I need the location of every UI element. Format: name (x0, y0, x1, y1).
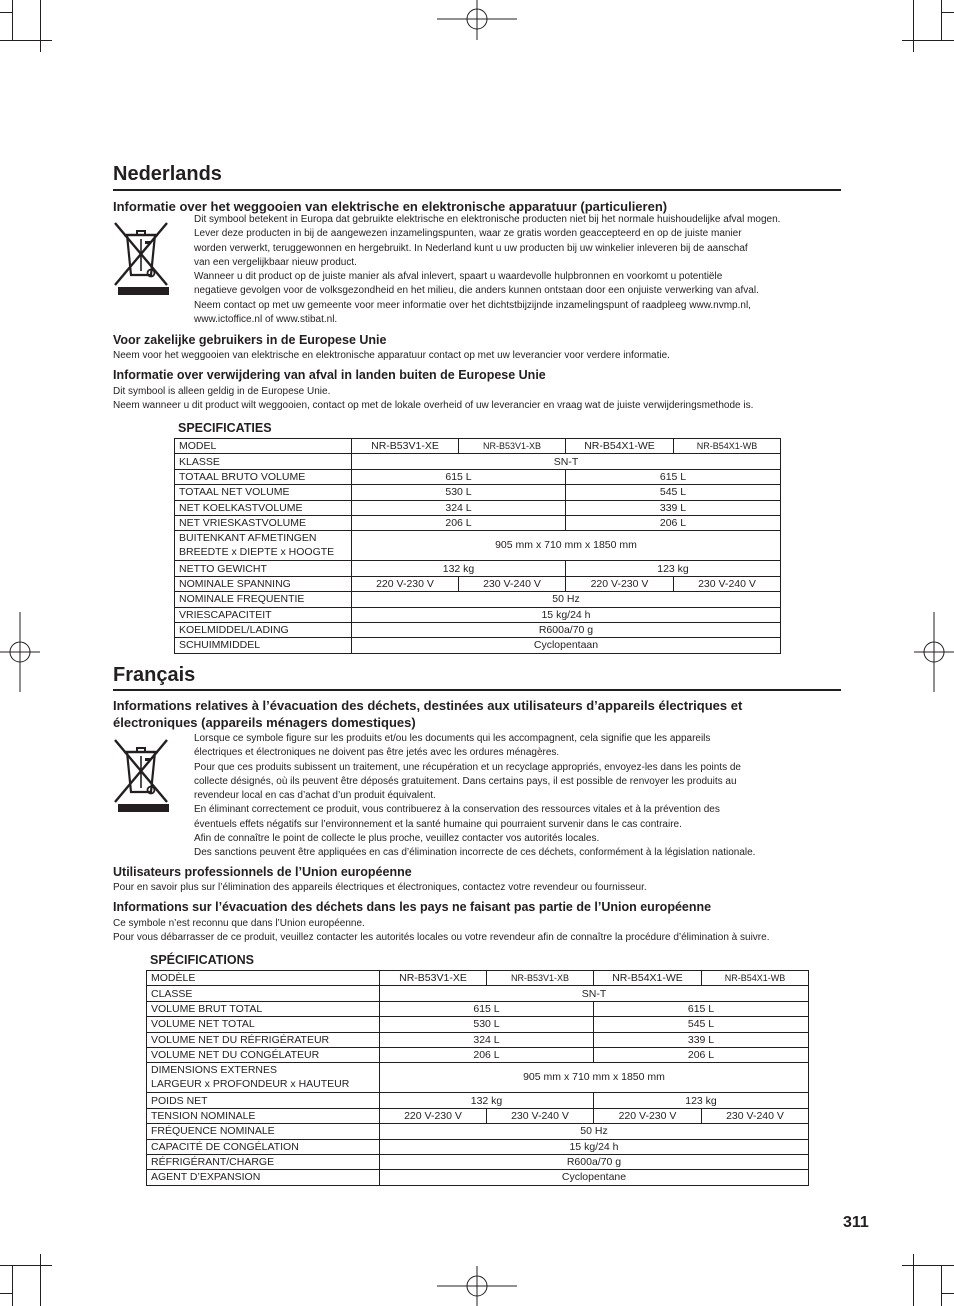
value-cell: 50 Hz (352, 592, 781, 607)
table-row (175, 500, 781, 515)
weee-private-text (194, 213, 844, 327)
section-title-fr: Français (113, 664, 196, 686)
table-row (147, 1139, 809, 1154)
table-row (175, 531, 781, 561)
paragraph-line: Dit symbool betekent in Europa dat gebruikte elektrische en elektronische producten niet bij het normale huishoudelijke afval mogen. (194, 214, 781, 225)
value-cell: 339 L (594, 1032, 809, 1047)
table-row (175, 607, 781, 622)
value-cell: 15 kg/24 h (380, 1139, 809, 1154)
heading-outside-eu: Informatie over verwijdering van afval in landen buiten de Europese Unie (113, 368, 546, 382)
table-row (147, 1063, 809, 1093)
value-cell: 206 L (594, 1047, 809, 1062)
value-cell: R600a/70 g (380, 1154, 809, 1169)
row-label: VOLUME NET DU RÉFRIGÉRATEUR (147, 1032, 380, 1047)
row-label: TOTAAL BRUTO VOLUME (175, 469, 352, 484)
table-row (175, 515, 781, 530)
value-cell: 230 V-240 V (674, 576, 781, 591)
value-cell: 206 L (352, 515, 566, 530)
paragraph-line: Pour vous débarrasser de ce produit, veuillez contacter les autorités locales ou votre revendeur afin de connaître la procédure d’élimination à suivre. (113, 932, 770, 943)
row-label: TENSION NOMINALE (147, 1108, 380, 1123)
value-cell: 15 kg/24 h (352, 607, 781, 622)
business-users-text (113, 881, 647, 895)
table-row (175, 469, 781, 484)
row-label: VRIESCAPACITEIT (175, 607, 352, 622)
paragraph-line: Neem voor het weggooien van elektrische en elektronische apparatuur contact op met uw leverancier voor verdere informatie. (113, 350, 670, 361)
registration-mark-top (437, 0, 517, 40)
table-row (147, 1108, 809, 1123)
row-label: KOELMIDDEL/LADING (175, 622, 352, 637)
business-users-text (113, 349, 670, 363)
row-label: FRÉQUENCE NOMINALE (147, 1124, 380, 1139)
value-cell: SN-T (352, 454, 781, 469)
value-cell: Cyclopentaan (352, 638, 781, 653)
paragraph-line: Lever deze producten in bij de aangewezen inzamelingspunten, waar ze gratis worden geaccepteerd en op de juiste manier (194, 228, 742, 240)
outside-eu-text (113, 917, 769, 945)
row-label: MODEL (175, 439, 352, 454)
row-label: RÉFRIGÉRANT/CHARGE (147, 1154, 380, 1169)
value-cell: 123 kg (594, 1093, 809, 1108)
registration-mark-bottom (437, 1266, 517, 1306)
heading-business-users: Voor zakelijke gebruikers in de Europese Unie (113, 333, 387, 347)
model-cell: NR-B54X1-WB (674, 439, 781, 454)
table-row (147, 1047, 809, 1062)
paragraph-line: Des sanctions peuvent être appliquées en cas d’élimination incorrecte de ces déchets, conformément à la législation nationale. (194, 847, 756, 859)
weee-private-text (194, 732, 844, 861)
paragraph-line: revendeur local en cas d’achat d’un produit équivalent. (194, 790, 436, 802)
model-cell: NR-B53V1-XE (380, 971, 487, 986)
table-row (147, 1032, 809, 1047)
paragraph-line: Neem contact op met uw gemeente voor meer informatie over het dichtstbijzijnde inzamelingspunt of raadpleeg www.nvmp.nl, (194, 299, 751, 311)
table-row (147, 1154, 809, 1169)
row-label: VOLUME BRUT TOTAL (147, 1001, 380, 1016)
spec-heading: SPÉCIFICATIONS (150, 953, 254, 967)
model-cell: NR-B54X1-WB (702, 971, 809, 986)
table-row (175, 592, 781, 607)
table-row (175, 561, 781, 576)
table-row (147, 986, 809, 1001)
row-label: CLASSE (147, 986, 380, 1001)
table-row (175, 454, 781, 469)
value-cell: 230 V-240 V (487, 1108, 594, 1123)
table-row (175, 485, 781, 500)
table-row (175, 439, 781, 454)
value-cell: 905 mm x 710 mm x 1850 mm (352, 531, 781, 561)
value-cell: 220 V-230 V (380, 1108, 487, 1123)
paragraph-line: Afin de connaître le point de collecte le plus proche, veuillez contacter vos autorités locales. (194, 833, 600, 845)
row-label: TOTAAL NET VOLUME (175, 485, 352, 500)
paragraph-line: Wanneer u dit product op de juiste manier als afval inlevert, spaart u waardevolle hulpbronnen en voorkomt u potentiële (194, 271, 723, 283)
value-cell: 230 V-240 V (702, 1108, 809, 1123)
value-cell: 230 V-240 V (459, 576, 566, 591)
table-row (175, 638, 781, 653)
paragraph-line: Ce symbole n’est reconnu que dans l’Union européenne. (113, 918, 365, 929)
value-cell: 530 L (380, 1017, 594, 1032)
model-cell: NR-B53V1-XE (352, 439, 459, 454)
outside-eu-text (113, 385, 753, 413)
table-row (147, 1170, 809, 1185)
row-label: BUITENKANT AFMETINGEN BREEDTE x DIEPTE x HOOGTE (175, 531, 352, 561)
model-cell: NR-B54X1-WE (594, 971, 702, 986)
page-number: 311 (843, 1214, 869, 1231)
model-cell: NR-B53V1-XB (459, 439, 566, 454)
row-label: NOMINALE FREQUENTIE (175, 592, 352, 607)
value-cell: 615 L (594, 1001, 809, 1016)
value-cell: 50 Hz (380, 1124, 809, 1139)
table-row (147, 1093, 809, 1108)
paragraph-line: Neem wanneer u dit product wilt weggooien, contact op met de lokale overheid of uw leverancier en vraag wat de juiste verwijderingsmethode is. (113, 400, 754, 411)
value-cell: 545 L (566, 485, 781, 500)
value-cell: 220 V-230 V (566, 576, 674, 591)
row-label: NET VRIESKASTVOLUME (175, 515, 352, 530)
value-cell: 132 kg (380, 1093, 594, 1108)
crossed-out-bin-icon (111, 219, 171, 295)
paragraph-line: worden verwerkt, teruggewonnen en hergebruikt. In Nederland kunt u uw producten bij uw winkelier inleveren bij de aanschaf (194, 242, 748, 254)
row-label: POIDS NET (147, 1093, 380, 1108)
value-cell: SN-T (380, 986, 809, 1001)
table-row (147, 971, 809, 986)
paragraph-line: éventuels effets négatifs sur l’environnement et la santé humaine qui pourraient survenir dans le cas contraire. (194, 818, 682, 830)
row-label: NOMINALE SPANNING (175, 576, 352, 591)
value-cell: 339 L (566, 500, 781, 515)
paragraph-line: Pour en savoir plus sur l’élimination des appareils électriques et électroniques, contactez votre revendeur ou fournisseur. (113, 882, 647, 893)
heading-outside-eu: Informations sur l’évacuation des déchets dans les pays ne faisant pas partie de l’Union européenne (113, 900, 712, 914)
paragraph-line: van een vergelijkbaar nieuw product. (194, 256, 357, 268)
value-cell: 530 L (352, 485, 566, 500)
value-cell: Cyclopentane (380, 1170, 809, 1185)
row-label: NET KOELKASTVOLUME (175, 500, 352, 515)
section-divider (113, 689, 841, 691)
section-title-nl: Nederlands (113, 163, 222, 185)
value-cell: 615 L (380, 1001, 594, 1016)
value-cell: 324 L (380, 1032, 594, 1047)
paragraph-line: Lorsque ce symbole figure sur les produits et/ou les documents qui les accompagnent, cela signifie que les appareils (194, 733, 711, 744)
value-cell: 206 L (380, 1047, 594, 1062)
paragraph-line: www.ictoffice.nl of www.stibat.nl. (194, 314, 338, 326)
table-row (175, 576, 781, 591)
row-label: AGENT D’EXPANSION (147, 1170, 380, 1185)
row-label: SCHUIMMIDDEL (175, 638, 352, 653)
value-cell: 545 L (594, 1017, 809, 1032)
row-label: VOLUME NET DU CONGÉLATEUR (147, 1047, 380, 1062)
row-label: CAPACITÉ DE CONGÉLATION (147, 1139, 380, 1154)
value-cell: R600a/70 g (352, 622, 781, 637)
paragraph-line: Dit symbool is alleen geldig in de Europese Unie. (113, 386, 331, 397)
registration-mark-right (914, 612, 954, 692)
heading-business-users: Utilisateurs professionnels de l’Union européenne (113, 865, 412, 879)
paragraph-line: Pour que ces produits subissent un traitement, une récupération et un recyclage appropriés, envoyez-les dans les points de (194, 761, 741, 773)
value-cell: 220 V-230 V (352, 576, 459, 591)
value-cell: 615 L (352, 469, 566, 484)
model-cell: NR-B53V1-XB (487, 971, 594, 986)
spec-heading: SPECIFICATIES (178, 421, 272, 435)
value-cell: 905 mm x 710 mm x 1850 mm (380, 1063, 809, 1093)
paragraph-line: negatieve gevolgen voor de volksgezondheid en het milieu, die anders kunnen ontstaan door een onjuiste verwerking van afval. (194, 285, 759, 297)
heading-weee-private: Informations relatives à l’évacuation des déchets, destinées aux utilisateurs d’appareils électriques et électroniques (appareils ménagers domestiques) (113, 698, 743, 730)
row-label: KLASSE (175, 454, 352, 469)
model-cell: NR-B54X1-WE (566, 439, 674, 454)
row-label: VOLUME NET TOTAL (147, 1017, 380, 1032)
row-label: MODÈLE (147, 971, 380, 986)
paragraph-line: collecte désignés, où ils peuvent être déposés gratuitement. Dans certains pays, il est possible de renvoyer les produits au (194, 775, 737, 787)
row-label: NETTO GEWICHT (175, 561, 352, 576)
paragraph-line: En éliminant correctement ce produit, vous contribuerez à la conservation des ressources vitales et à la prévention des (194, 804, 720, 816)
value-cell: 220 V-230 V (594, 1108, 702, 1123)
table-row (147, 1124, 809, 1139)
table-row (147, 1001, 809, 1016)
paragraph-line: électriques et électroniques ne doivent pas être jetés avec les ordures ménagères. (194, 747, 560, 759)
section-divider (113, 189, 841, 191)
value-cell: 123 kg (566, 561, 781, 576)
table-row (175, 622, 781, 637)
heading-weee-private: Informatie over het weggooien van elektrische en elektronische apparatuur (particulieren) (113, 199, 668, 214)
spec-table (174, 438, 781, 654)
value-cell: 324 L (352, 500, 566, 515)
spec-table (146, 970, 809, 1186)
registration-mark-left (0, 612, 40, 692)
value-cell: 615 L (566, 469, 781, 484)
value-cell: 206 L (566, 515, 781, 530)
value-cell: 132 kg (352, 561, 566, 576)
row-label: DIMENSIONS EXTERNES LARGEUR x PROFONDEUR x HAUTEUR (147, 1063, 380, 1093)
crossed-out-bin-icon (111, 736, 171, 812)
table-row (147, 1017, 809, 1032)
